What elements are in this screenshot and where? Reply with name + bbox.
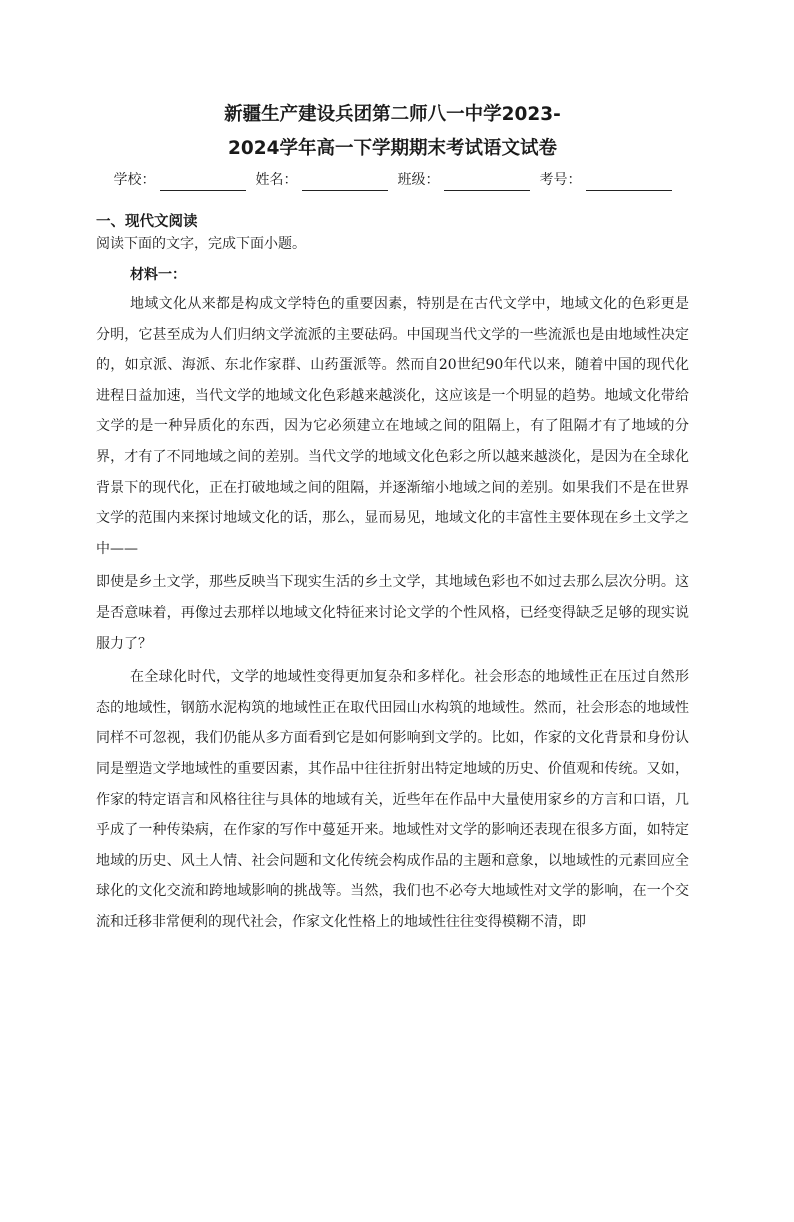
school-label: 学校： — [113, 172, 156, 188]
exam-number-field[interactable] — [540, 169, 672, 191]
paragraph-2: 即使是乡土文学，那些反映当下现实生活的乡土文学，其地域色彩也不如过去那么层次分明。这是否意味着，再像过去那样以地域文化特征来讨论文学的个性风格，已经变得缺乏足够的现实说服力了？ — [96, 574, 689, 652]
class-blank[interactable] — [444, 174, 530, 191]
school-field[interactable] — [114, 169, 246, 191]
name-label: 姓名： — [255, 172, 298, 188]
paragraph-1: 地域文化从来都是构成文学特色的重要因素，特别是在古代文学中，地域文化的色彩更是分明，它甚至成为人们归纳文学流派的主要砝码。中国现当代文学的一些流派也是由地域性决定的，如京派、海派、东北作家群、山药蛋派等。然而自20世纪90年代以来，随着中国的现代化进程日益加速，当代文学的地域文化色彩越来越淡化，这应该是一个明显的趋势。地域文化带给文学的是一种异质化的东西，因为它必须建立在地域之间的阻隔上，有了阻隔才有了地域的分界，才有了不同地域之间的差别。当代文学的地域文化色彩之所以越来越淡化，是因为在全球化背景下的现代化，正在打破地域之间的阻隔，并逐渐缩小地域之间的差别。如果我们不是在世界文学的范围内来探讨地域文化的话，那么，显而易见，地域文化的丰富性主要体现在乡土文学之中—— — [96, 296, 689, 557]
material-label: 材料一： — [130, 267, 186, 283]
exam-number-label: 考号： — [539, 172, 582, 188]
class-field[interactable] — [398, 169, 530, 191]
school-blank[interactable] — [160, 174, 246, 191]
section-heading: 一、现代文阅读 — [96, 214, 198, 230]
exam-title-line1: 新疆生产建设兵团第二师八一中学2023- — [224, 104, 561, 125]
exam-title-line2: 2024学年高一下学期期末考试语文试卷 — [228, 138, 557, 159]
name-field[interactable] — [256, 169, 388, 191]
exam-page — [0, 99, 794, 1222]
reading-instruction: 阅读下面的文字，完成下面小题。 — [96, 236, 306, 252]
paragraph-3: 在全球化时代，文学的地域性变得更加复杂和多样化。社会形态的地域性正在压过自然形态的地域性，钢筋水泥构筑的地域性正在取代田园山水构筑的地域性。然而，社会形态的地域性同样不可忽视，我们仍能从多方面看到它是如何影响到文学的。比如，作家的文化背景和身份认同是塑造文学地域性的重要因素，其作品中往往折射出特定地域的历史、价值观和传统。又如，作家的特定语言和风格往往与具体的地域有关，近些年在作品中大量使用家乡的方言和口语，几乎成了一种传染病，在作家的写作中蔓延开来。地域性对文学的影响还表现在很多方面，如特定地域的历史、风土人情、社会问题和文化传统会构成作品的主题和意象，以地域性的元素回应全球化的文化交流和跨地域影响的挑战等。当然，我们也不必夸大地域性对文学的影响，在一个交流和迁移非常便利的现代社会，作家文化性格上的地域性往往变得模糊不清，即 — [96, 669, 689, 930]
student-info-fields — [96, 169, 689, 191]
class-label: 班级： — [397, 172, 440, 188]
name-blank[interactable] — [302, 174, 388, 191]
exam-number-blank[interactable] — [586, 174, 672, 191]
